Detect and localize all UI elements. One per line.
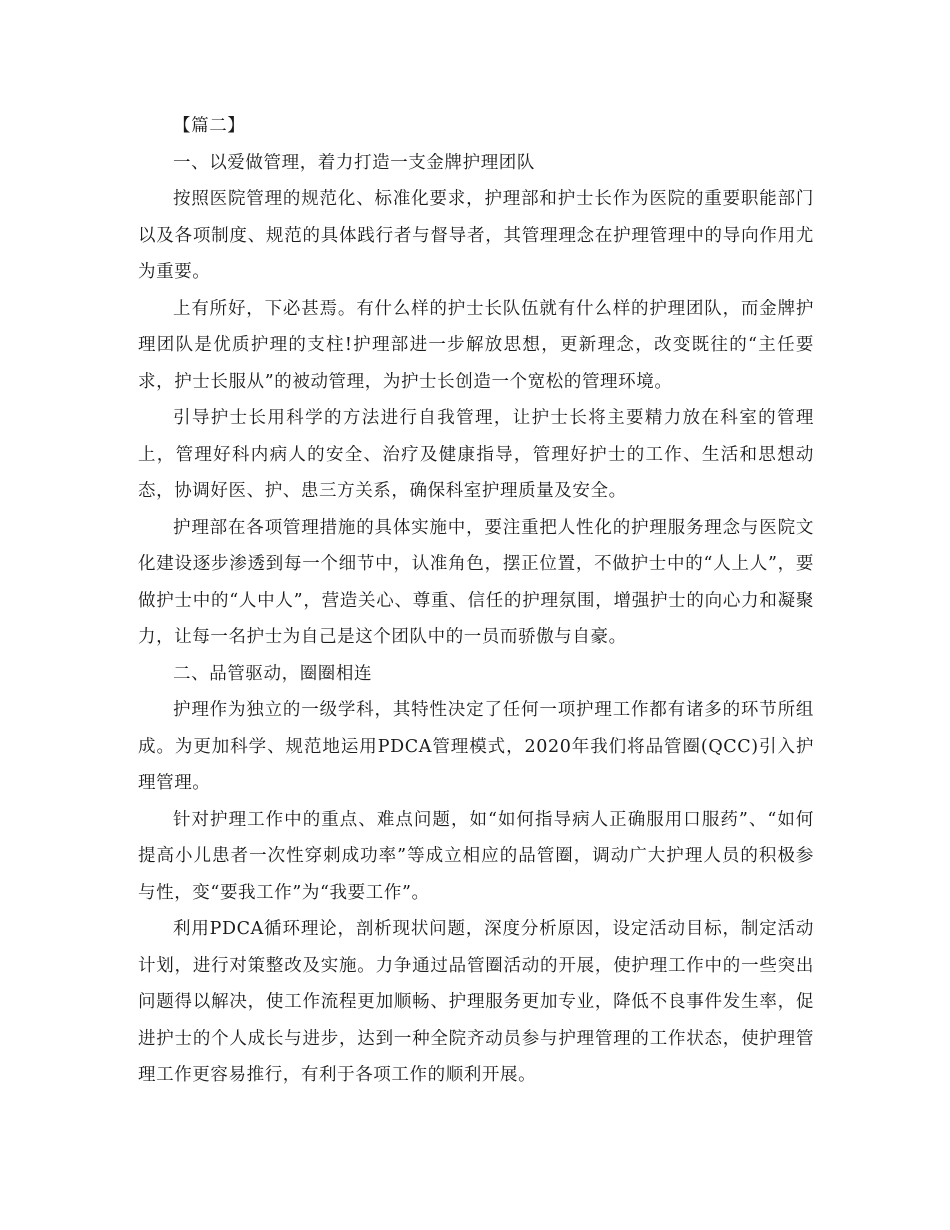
paragraph-1: 按照医院管理的规范化、标准化要求，护理部和护士长作为医院的重要职能部门以及各项制度、规范的具体践行者与督导者，其管理理念在护理管理中的导向作用尤为重要。 <box>138 189 814 282</box>
paragraph-2: 上有所好，下必甚焉。有什么样的护士长队伍就有什么样的护理团队，而金牌护理团队是优质护理的支柱!护理部进一步解放思想，更新理念，改变既往的“主任要求，护士长服从”的被动管理，为护士长创造一个宽松的管理环境。 <box>138 298 814 392</box>
paragraph-6: 针对护理工作中的重点、难点问题，如“如何指导病人正确服用口服药”、“如何提高小儿患者一次性穿刺成功率”等成立相应的品管圈，调动广大护理人员的积极参与性，变“要我工作”为“我要工作”。 <box>138 809 814 903</box>
heading-1: 一、以爱做管理，着力打造一支金牌护理团队 <box>173 152 535 173</box>
paragraph-3: 引导护士长用科学的方法进行自我管理，让护士长将主要精力放在科室的管理上，管理好科内病人的安全、治疗及健康指导，管理好护士的工作、生活和思想动态，协调好医、护、患三方关系，确保科室护理质量及安全。 <box>138 408 814 501</box>
section-label: 【篇二】 <box>173 116 246 136</box>
heading-2: 二、品管驱动，圈圈相连 <box>173 663 373 684</box>
paragraph-7: 利用PDCA循环理论，剖析现状问题，深度分析原因，设定活动目标，制定活动计划，进行对策整改及实施。力争通过品管圈活动的开展，使护理工作中的一些突出问题得以解决，使工作流程更加顺畅、护理服务更加专业，降低不良事件发生率，促进护士的个人成长与进步，达到一种全院齐动员参与护理管理的工作状态，使护理管理工作更容易推行，有利于各项工作的顺利开展。 <box>138 919 814 1085</box>
paragraph-4: 护理部在各项管理措施的具体实施中，要注重把人性化的护理服务理念与医院文化建设逐步渗透到每一个细节中，认准角色，摆正位置，不做护士中的“人上人”，要做护士中的“人中人”，营造关心、尊重、信任的护理氛围，增强护士的向心力和凝聚力，让每一名护士为自己是这个团队中的一员而骄傲与自豪。 <box>138 517 814 647</box>
document-page <box>138 108 814 1094</box>
paragraph-5: 护理作为独立的一级学科，其特性决定了任何一项护理工作都有诸多的环节所组成。为更加科学、规范地运用PDCA管理模式，2020年我们将品管圈(QCC)引入护理管理。 <box>138 700 814 793</box>
